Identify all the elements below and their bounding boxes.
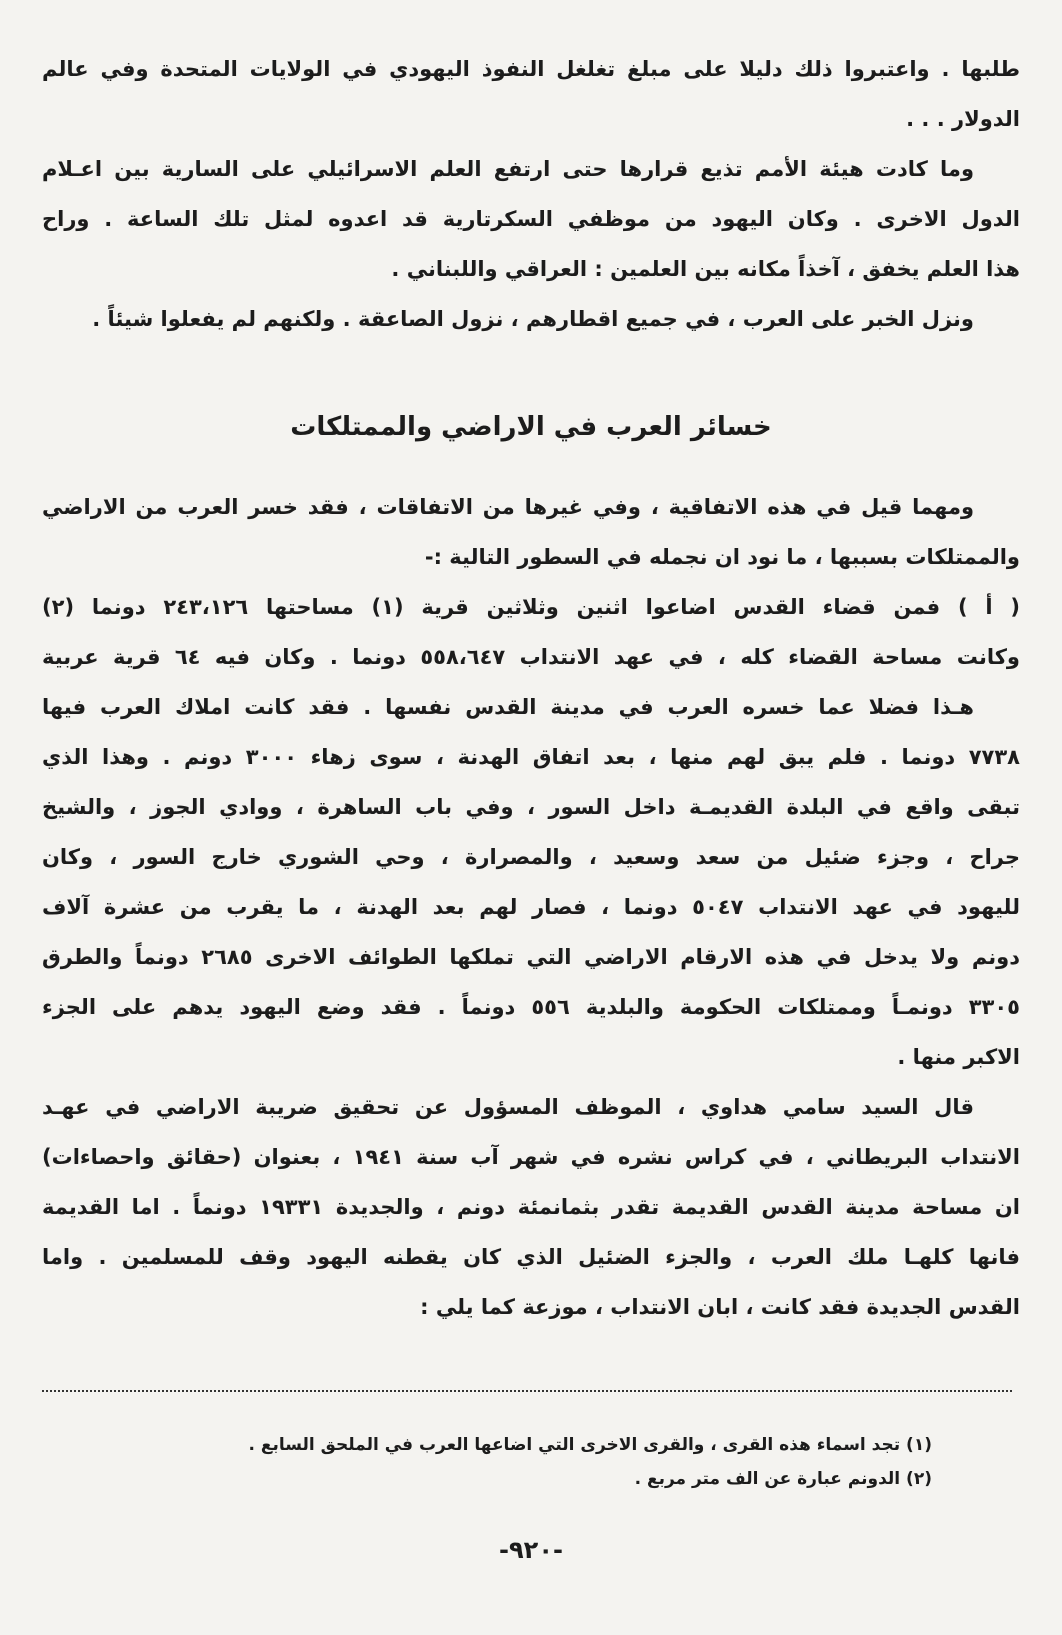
body-line: الدول الاخرى . وكان اليهود من موظفي السكرتارية قد اعدوه لمثل تلك الساعة . وراح [42, 207, 1020, 231]
body-line: ٧٧٣٨ دونما . فلم يبق لهم منها ، بعد اتفاق الهدنة ، سوى زهاء ٣٠٠٠ دونم . وهذا الذي [42, 745, 1020, 769]
footnote: (٢) الدونم عبارة عن الف متر مربع . [634, 1469, 932, 1489]
body-line: الاكبر منها . [897, 1045, 1020, 1069]
body-line: وكانت مساحة القضاء كله ، في عهد الانتداب ٥٥٨،٦٤٧ دونما . وكان فيه ٦٤ قرية عربية [42, 645, 1020, 669]
body-line: والممتلكات بسببها ، ما نود ان نجمله في السطور التالية :- [424, 545, 1020, 569]
section-title: خسائر العرب في الاراضي والممتلكات [290, 412, 772, 442]
body-line: ان مساحة مدينة القدس القديمة تقدر بثمانمئة دونم ، والجديدة ١٩٣٣١ دونماً . اما القديمة [42, 1195, 1021, 1219]
page-number: -٩٢٠- [499, 1536, 563, 1564]
body-line: الدولار . . . [906, 107, 1020, 131]
body-line: دونم ولا يدخل في هذه الارقام الاراضي التي تملكها الطوائف الاخرى ٢٦٨٥ دونماً والطرق [42, 945, 1020, 969]
body-line: فانها كلهـا ملك العرب ، والجزء الضئيل الذي كان يقطنه اليهود وقف للمسلمين . واما [42, 1245, 1020, 1269]
body-line: تبقى واقع في البلدة القديمـة داخل السور ، وفي باب الساهرة ، ووادي الجوز ، والشيخ [42, 795, 1020, 819]
body-line: ( أ ) فمن قضاء القدس اضاعوا اثنين وثلاثين قرية (١) مساحتها ٢٤٣،١٢٦ دونما (٢) [42, 595, 1020, 619]
body-line: هـذا فضلا عما خسره العرب في مدينة القدس نفسها . فقد كانت املاك العرب فيها [42, 695, 974, 719]
body-line: ونزل الخبر على العرب ، في جميع اقطارهم ، نزول الصاعقة . ولكنهم لم يفعلوا شيئاً . [92, 307, 974, 331]
body-line: ومهما قيل في هذه الاتفاقية ، وفي غيرها من الاتفاقات ، فقد خسر العرب من الاراضي [42, 495, 974, 519]
body-line: جراح ، وجزء ضئيل من سعد وسعيد ، والمصرارة ، وحي الشوري خارج السور ، وكان [42, 845, 1020, 869]
body-line: وما كادت هيئة الأمم تذيع قرارها حتى ارتفع العلم الاسرائيلي على السارية بين اعـلام [42, 157, 974, 181]
body-line: قال السيد سامي هداوي ، الموظف المسؤول عن تحقيق ضريبة الاراضي في عهـد [42, 1095, 974, 1119]
body-line: طلبها . واعتبروا ذلك دليلا على مبلغ تغلغل النفوذ اليهودي في الولايات المتحدة وفي عالم [42, 57, 1020, 81]
body-line: الانتداب البريطاني ، في كراس نشره في شهر آب سنة ١٩٤١ ، بعنوان (حقائق واحصاءات) [42, 1145, 1020, 1169]
footnote-separator [42, 1390, 1012, 1392]
body-line: ٣٣٠٥ دونمـاً وممتلكات الحكومة والبلدية ٥٥٦ دونماً . فقد وضع اليهود يدهم على الجزء [42, 995, 1020, 1019]
body-line: هذا العلم يخفق ، آخذاً مكانه بين العلمين : العراقي واللبناني . [391, 257, 1020, 281]
body-line: لليهود في عهد الانتداب ٥٠٤٧ دونما ، فصار لهم بعد الهدنة ، ما يقرب من عشرة آلاف [42, 895, 1020, 919]
body-line: القدس الجديدة فقد كانت ، ابان الانتداب ، موزعة كما يلي : [420, 1295, 1020, 1319]
footnote: (١) تجد اسماء هذه القرى ، والقرى الاخرى التي اضاعها العرب في الملحق السابع . [248, 1435, 932, 1455]
